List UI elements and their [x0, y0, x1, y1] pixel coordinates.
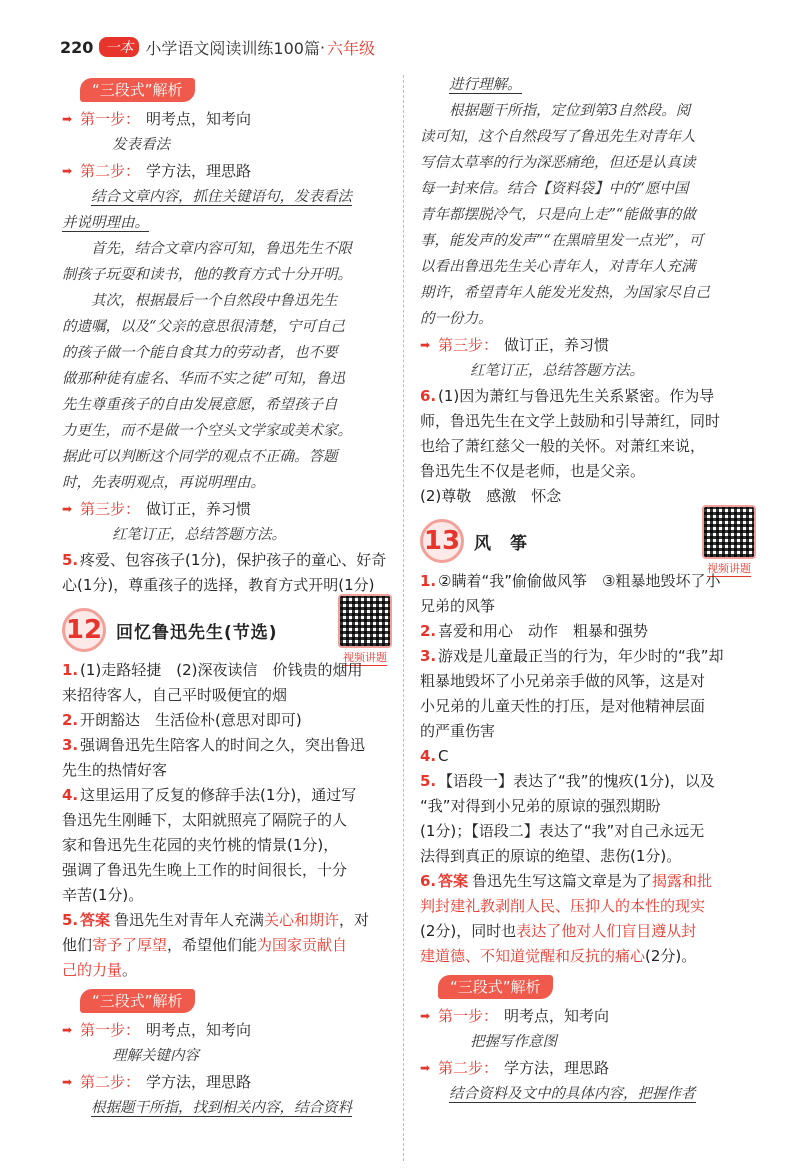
answer-text: 强调鲁迅先生陪客人的时间之久，突出鲁迅 [80, 736, 366, 754]
analysis-text: 期许，希望青年人能发光发热，为国家尽自己 [420, 285, 710, 301]
arrow-icon: ➡ [420, 338, 431, 352]
handwritten-note [62, 1095, 392, 1121]
analysis-text: 的遗嘱，以及“父亲的意思很清楚，宁可自己 [62, 319, 345, 335]
answer-text: 兄弟的风筝 [420, 597, 496, 615]
handwritten-note: 红笔订正，总结答题方法。 [112, 527, 286, 543]
item-number: 2. [62, 711, 79, 729]
title-separator: · [319, 37, 326, 57]
answer-text: 小兄弟的儿童天性的打压，是对他精神层面 [420, 697, 706, 715]
key-phrase: 建道德、不知道觉醒和反抗的痛心 [420, 947, 646, 965]
answer-text: 鲁迅先生写这篇文章是为了 [472, 872, 653, 890]
answer-item [420, 644, 756, 669]
analysis-text: 事，能发声的发声”“在黑暗里发一点光”，可 [420, 233, 704, 249]
analysis-text: 读可知，这个自然段写了鲁迅先生对青年人 [420, 129, 696, 145]
answer-text: 家和鲁迅先生花园的夹竹桃的情景(1分)， [62, 836, 339, 854]
step-text: 学方法，理思路 [504, 1059, 610, 1077]
answer-text: 【语段一】表达了“我”的愧疚(1分)，以及 [438, 772, 715, 790]
lesson-number: 13 [420, 519, 464, 563]
lesson-title: 风 筝 [474, 533, 528, 554]
underlined-text: 进行理解。 [449, 77, 522, 93]
item-number: 1. [420, 572, 437, 590]
item-number: 3. [62, 736, 79, 754]
key-phrase: 揭露和批 [652, 872, 713, 890]
handwritten-note: 发表看法 [112, 137, 170, 153]
underlined-text: 并说明理由。 [62, 215, 149, 231]
arrow-icon: ➡ [420, 1009, 431, 1023]
answer-line [420, 919, 756, 944]
item-number: 1. [62, 661, 79, 679]
step-one [62, 106, 392, 132]
step-text: 明考点，知考向 [146, 110, 252, 128]
video-label[interactable]: 视频讲题 [707, 562, 751, 575]
answer-text: 疼爱、包容孩子(1分)，保护孩子的童心、好奇 [80, 551, 387, 569]
step-two [62, 1069, 392, 1095]
answer-text: 游戏是儿童最正当的行为，年少时的“我”却 [438, 647, 724, 665]
answer-item [420, 619, 756, 644]
step-label: 第三步： [80, 500, 141, 518]
step-text: 明考点，知考向 [146, 1021, 252, 1039]
answer-text: C [438, 747, 449, 765]
answer-item [62, 733, 392, 758]
step-text: 明考点，知考向 [504, 1007, 610, 1025]
answer-item [62, 908, 392, 933]
analysis-badge: “三段式”解析 [80, 78, 195, 102]
key-phrase: 判封建礼教剥削人民、压抑人的本性的现实 [420, 897, 706, 915]
answer-text: 开朗豁达 生活俭朴(意思对即可) [80, 711, 302, 729]
answer-text: 的严重伤害 [420, 722, 496, 740]
answer-label: 答案 [80, 911, 111, 929]
step-text: 学方法，理思路 [146, 162, 252, 180]
step-two [420, 1055, 756, 1081]
analysis-text: 制孩子玩耍和读书，他的教育方式十分开明。 [62, 267, 352, 283]
qr-code-icon[interactable] [338, 594, 392, 648]
answer-text: 这里运用了反复的修辞手法(1分)，通过写 [80, 786, 357, 804]
answer-text: (2分)，同时也 [420, 922, 517, 940]
analysis-text: 做那种徒有虚名、华而不实之徒”可知，鲁迅 [62, 371, 345, 387]
answer-item [62, 783, 392, 808]
key-phrase: 关心和期许 [264, 911, 340, 929]
handwritten-note [420, 1081, 756, 1107]
answer-text: 。 [122, 961, 138, 979]
right-column [420, 72, 756, 1107]
arrow-icon: ➡ [420, 1061, 431, 1075]
underlined-text: 结合资料及文中的具体内容，把握作者 [449, 1086, 696, 1102]
answer-text: 也给了萧红慈父一般的关怀。对萧红来说， [420, 437, 706, 455]
answer-item [420, 384, 756, 409]
answer-text: 鲁迅先生对青年人充满 [114, 911, 265, 929]
answer-text: (1)因为萧红与鲁迅先生关系紧密。作为导 [438, 387, 715, 405]
answer-item [420, 869, 756, 894]
answer-text: ②瞒着“我”偷偷做风筝 ③粗暴地毁坏了小 [438, 572, 721, 590]
answer-label: 答案 [438, 872, 469, 890]
answer-text: 粗暴地毁坏了小兄弟亲手做的风筝，这是对 [420, 672, 706, 690]
step-label: 第一步： [80, 110, 141, 128]
analysis-badge: “三段式”解析 [80, 989, 195, 1013]
answer-text: ，希望他们能 [167, 936, 258, 954]
item-number: 5. [420, 772, 437, 790]
step-three [62, 496, 392, 522]
page-number: 220 [60, 37, 94, 57]
lesson-title: 回忆鲁迅先生(节选) [116, 622, 278, 643]
analysis-text: 先生尊重孩子的自由发展意愿，希望孩子自 [62, 397, 338, 413]
answer-item [62, 548, 392, 573]
step-one [62, 1017, 392, 1043]
answer-text: (1)走路轻捷 (2)深夜读信 价钱贵的烟用 [80, 661, 363, 679]
item-number: 5. [62, 551, 79, 569]
answer-line [62, 933, 392, 958]
answer-text: 辛苦(1分)。 [62, 886, 144, 904]
step-text: 学方法，理思路 [146, 1073, 252, 1091]
underlined-text: 结合文章内容，抓住关键语句，发表看法 [91, 189, 352, 205]
answer-text: 鲁迅先生刚睡下，太阳就照亮了隔院子的人 [62, 811, 348, 829]
analysis-text: 力更生，而不是做一个空头文学家或美术家。 [62, 423, 352, 439]
answer-text: 心(1分)，尊重孩子的选择，教育方式开明(1分) [62, 576, 375, 594]
arrow-icon: ➡ [62, 164, 73, 178]
item-number: 3. [420, 647, 437, 665]
answer-item [420, 769, 756, 794]
step-label: 第三步： [438, 336, 499, 354]
video-qr[interactable] [338, 594, 392, 666]
left-column [62, 72, 392, 1121]
handwritten-note [420, 72, 756, 98]
analysis-text: 以看出鲁迅先生关心青年人，对青年人充满 [420, 259, 696, 275]
step-text: 做订正，养习惯 [504, 336, 610, 354]
item-number: 4. [62, 786, 79, 804]
answer-text: 鲁迅先生不仅是老师，也是父亲。 [420, 462, 646, 480]
lesson-number: 12 [62, 608, 106, 652]
answer-text: 喜爱和用心 动作 粗暴和强势 [438, 622, 649, 640]
key-phrase: 为国家贡献自 [257, 936, 348, 954]
analysis-text: 的孩子做一个能自食其力的劳动者，也不要 [62, 345, 338, 361]
analysis-badge: “三段式”解析 [438, 975, 553, 999]
answer-item [420, 569, 756, 594]
answer-text: 来招待客人，自己平时吸便宜的烟 [62, 686, 288, 704]
item-number: 6. [420, 387, 437, 405]
handwritten-note [62, 184, 392, 210]
step-label: 第一步： [438, 1007, 499, 1025]
answer-item [62, 708, 392, 733]
answer-text: ，对 [339, 911, 370, 929]
page-header [60, 34, 375, 60]
answer-text: “我”对得到小兄弟的原谅的强烈期盼 [420, 797, 661, 815]
handwritten-note: 把握写作意图 [470, 1034, 557, 1050]
analysis-text: 据此可以判断这个同学的观点不正确。答题 [62, 449, 338, 465]
handwritten-note [62, 210, 392, 236]
video-qr[interactable] [702, 505, 756, 577]
answer-text: (1分)；【语段二】表达了“我”对自己永远无 [420, 822, 705, 840]
key-phrase: 寄予了厚望 [92, 936, 168, 954]
qr-code-icon[interactable] [702, 505, 756, 559]
key-phrase: 己的力量 [62, 961, 123, 979]
key-phrase: 表达了他对人们盲目遵从封 [516, 922, 697, 940]
step-two [62, 158, 392, 184]
answer-item [420, 744, 756, 769]
step-label: 第二步： [80, 1073, 141, 1091]
arrow-icon: ➡ [62, 502, 73, 516]
column-divider [403, 75, 404, 1161]
step-label: 第二步： [80, 162, 141, 180]
analysis-text: 其次，根据最后一个自然段中鲁迅先生 [91, 293, 338, 309]
step-three [420, 332, 756, 358]
analysis-text: 写信太草率的行为深恶痛绝，但还是认真读 [420, 155, 696, 171]
analysis-text: 的一份力。 [420, 311, 493, 327]
answer-text: 他们 [62, 936, 93, 954]
step-label: 第一步： [80, 1021, 141, 1039]
book-title: 小学语文阅读训练100篇 [145, 38, 320, 58]
video-label[interactable]: 视频讲题 [343, 651, 387, 664]
answer-text: (2)尊敬 感激 怀念 [420, 487, 562, 505]
step-text: 做订正，养习惯 [146, 500, 252, 518]
answer-line [62, 958, 392, 983]
item-number: 4. [420, 747, 437, 765]
grade-label: 六年级 [327, 38, 376, 58]
underlined-text: 根据题干所指，找到相关内容，结合资料 [91, 1100, 352, 1116]
answer-text: 先生的热情好客 [62, 761, 168, 779]
answer-line [420, 944, 756, 969]
analysis-text: 首先，结合文章内容可知，鲁迅先生不限 [91, 241, 352, 257]
analysis-text: 每一封来信。结合【资料袋】中的“愿中国 [420, 181, 689, 197]
handwritten-note: 红笔订正，总结答题方法。 [470, 363, 644, 379]
step-label: 第二步： [438, 1059, 499, 1077]
arrow-icon: ➡ [62, 1023, 73, 1037]
step-one [420, 1003, 756, 1029]
brand-logo: 一本 [99, 37, 139, 57]
arrow-icon: ➡ [62, 112, 73, 126]
lesson-header [420, 517, 756, 575]
answer-item [62, 658, 392, 683]
item-number: 6. [420, 872, 437, 890]
analysis-text: 根据题干所指，定位到第3自然段。阅 [449, 103, 691, 119]
handwritten-note: 理解关键内容 [112, 1048, 199, 1064]
analysis-text: 青年都摆脱冷气，只是向上走”“能做事的做 [420, 207, 696, 223]
answer-text: (2分)。 [645, 947, 697, 965]
item-number: 5. [62, 911, 79, 929]
lesson-header [62, 606, 392, 664]
item-number: 2. [420, 622, 437, 640]
analysis-text: 时，先表明观点，再说明理由。 [62, 475, 265, 491]
answer-text: 师，鲁迅先生在文学上鼓励和引导萧红，同时 [420, 412, 721, 430]
answer-text: 法得到真正的原谅的绝望、悲伤(1分)。 [420, 847, 682, 865]
answer-text: 强调了鲁迅先生晚上工作的时间很长，十分 [62, 861, 348, 879]
arrow-icon: ➡ [62, 1075, 73, 1089]
